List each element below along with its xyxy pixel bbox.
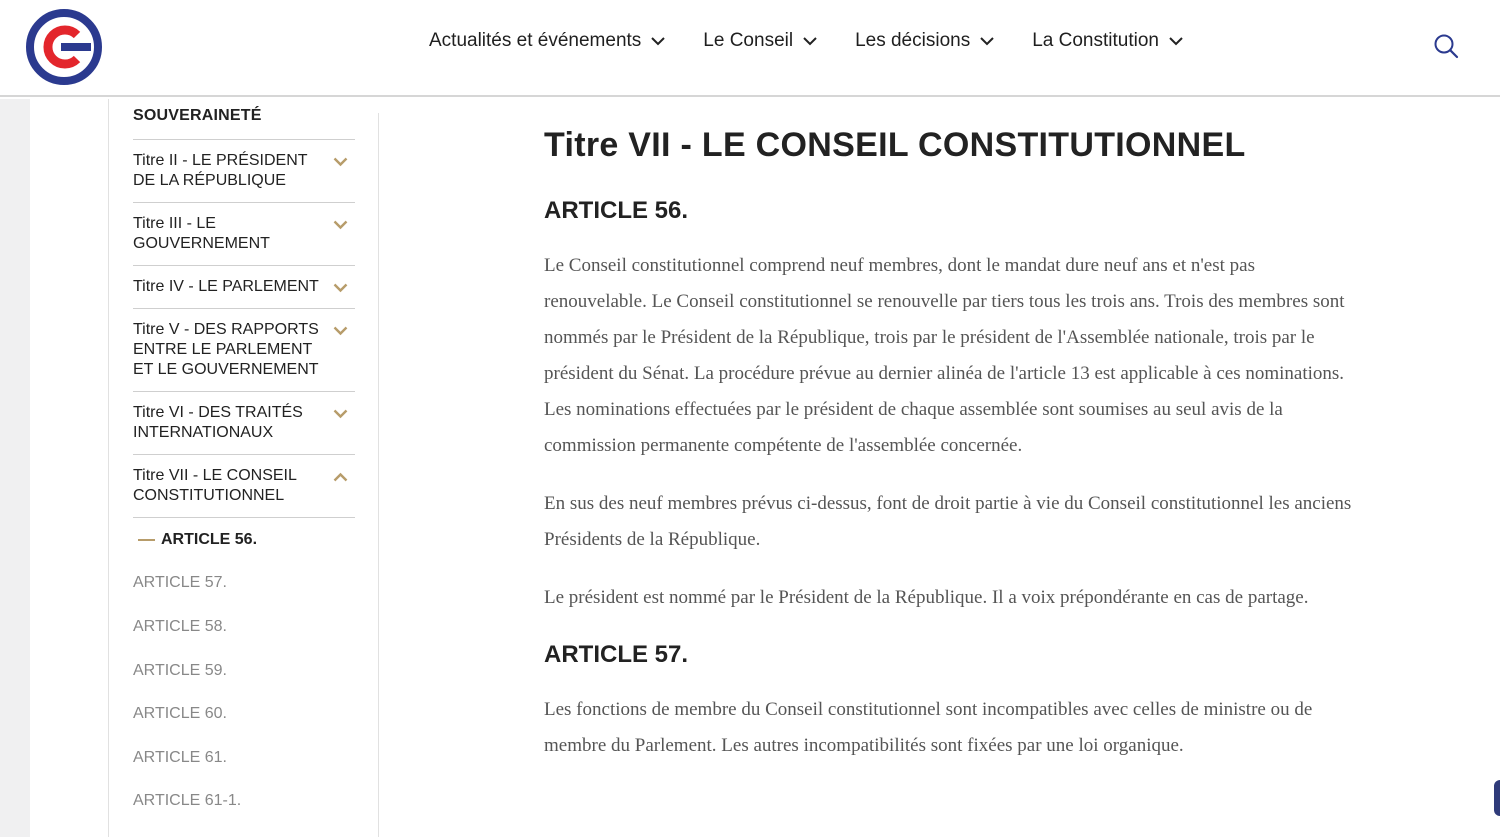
nav-le-conseil[interactable] [703,30,817,52]
sidebar-item-titre-6[interactable] [133,392,355,455]
nav-la-constitution[interactable] [1032,30,1183,52]
sidebar-article-label: ARTICLE 60. [133,705,227,723]
chevron-down-icon [980,37,994,46]
sidebar-divider [378,113,379,837]
chevron-up-icon[interactable] [333,472,348,482]
active-indicator [138,539,155,541]
sidebar-article-label: ARTICLE 58. [133,617,227,635]
sidebar-item-titre-5[interactable] [133,309,355,392]
sidebar-item-titre-4[interactable] [133,266,355,309]
sidebar-item-titre-7[interactable] [133,455,355,518]
left-gutter [0,99,30,837]
search-icon[interactable] [1433,33,1459,59]
sidebar-article-label: ARTICLE 59. [133,661,227,679]
sidebar-divider [108,99,109,837]
nav-les-decisions[interactable] [855,30,994,52]
article-paragraph: En sus des neuf membres prévus ci-dessus, font de droit partie à vie du Conseil constitutionnel les anciens Présidents de la République. [544,493,1352,550]
constitution-sidebar [133,99,355,823]
sidebar-item-label: Titre III - LE GOUVERNEMENT [133,215,270,252]
sidebar-article-label: ARTICLE 61-1. [133,792,242,810]
page-title: Titre VII - LE CONSEIL CONSTITUTIONNEL [544,126,1246,164]
sidebar-item-souverainete[interactable] [133,99,355,140]
sidebar-article-61-1[interactable] [133,780,355,824]
chevron-down-icon [1169,37,1183,46]
sidebar-item-label: Titre II - LE PRÉSIDENT DE LA RÉPUBLIQUE [133,152,308,189]
article-content [544,124,1354,764]
sidebar-article-59[interactable] [133,649,355,693]
sidebar-article-label: ARTICLE 56. [161,530,258,548]
sidebar-item-label: Titre IV - LE PARLEMENT [133,278,319,295]
sidebar-article-61[interactable] [133,736,355,780]
sidebar-article-58[interactable] [133,605,355,649]
site-header [0,0,1500,97]
conseil-constitutionnel-logo[interactable] [25,8,103,86]
sidebar-item-titre-2[interactable] [133,140,355,203]
chevron-down-icon[interactable] [333,326,348,336]
sidebar-item-label: Titre VII - LE CONSEIL CONSTITUTIONNEL [133,467,297,504]
floating-widget-edge[interactable] [1494,780,1500,816]
chevron-down-icon[interactable] [333,283,348,293]
chevron-down-icon[interactable] [333,157,348,167]
sidebar-item-label: Titre V - DES RAPPORTS ENTRE LE PARLEMENT ET LE GOUVERNEMENT [133,321,319,378]
sidebar-item-titre-3[interactable] [133,203,355,266]
nav-actualites[interactable] [429,30,665,52]
sidebar-item-label: SOUVERAINETÉ [133,107,262,124]
sidebar-article-label: ARTICLE 61. [133,748,227,766]
article-paragraph: Les fonctions de membre du Conseil constitutionnel sont incompatibles avec celles de ministre ou de membre du Parlement. Les autres incompatibilités sont fixées par une loi organique. [544,699,1313,756]
article-heading: ARTICLE 56. [544,197,689,224]
nav-les-decisions-label: Les décisions [855,30,971,51]
nav-le-conseil-label: Le Conseil [703,30,794,51]
sidebar-article-57[interactable] [133,562,355,606]
sidebar-article-56[interactable] [133,518,355,562]
chevron-down-icon [651,37,665,46]
article-paragraph: Le président est nommé par le Président de la République. Il a voix prépondérante en cas de partage. [544,587,1309,608]
article-paragraph: Le Conseil constitutionnel comprend neuf membres, dont le mandat dure neuf ans et n'est pas renouvelable. Le Conseil constitutionnel se renouvelle par tiers tous les trois ans. Trois des membres sont nommés par le Président de la République, trois par le président de l'Assemblée nationale, trois par le président du Sénat. La procédure prévue au dernier alinéa de l'article 13 est applicable à ces nominations. Les nominations effectuées par le président de chaque assemblée sont soumises au seul avis de la commission permanente compétente de l'assemblée concernée. [544,255,1345,456]
sidebar-article-60[interactable] [133,692,355,736]
chevron-down-icon[interactable] [333,409,348,419]
article-heading: ARTICLE 57. [544,641,689,668]
chevron-down-icon [803,37,817,46]
main-nav [429,30,1221,52]
sidebar-item-label: Titre VI - DES TRAITÉS INTERNATIONAUX [133,404,303,441]
chevron-down-icon[interactable] [333,220,348,230]
sidebar-article-label: ARTICLE 57. [133,574,227,592]
nav-actualites-label: Actualités et événements [429,30,642,51]
nav-la-constitution-label: La Constitution [1032,30,1159,51]
